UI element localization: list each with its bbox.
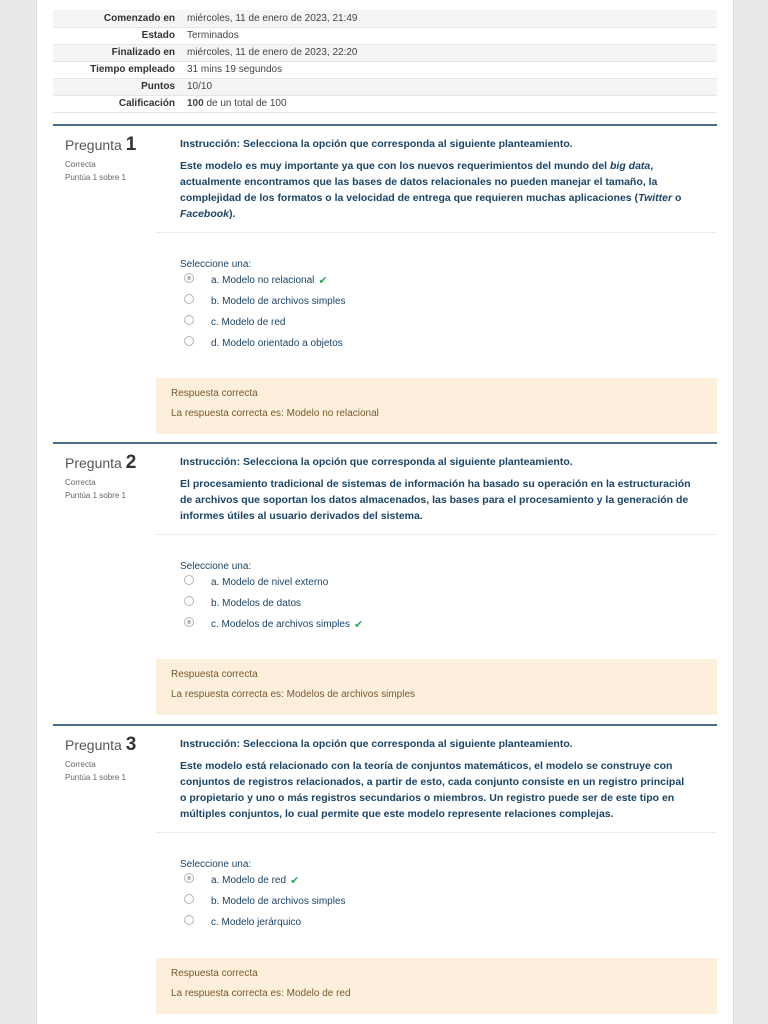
option-label: c. Modelos de archivos simples — [211, 619, 350, 630]
question-number: 2 — [125, 452, 137, 473]
question-2 — [53, 442, 717, 724]
option-label: c. Modelo de red — [211, 317, 286, 328]
feedback-title: Respuesta correcta — [171, 968, 258, 979]
check-icon: ✔ — [318, 275, 328, 287]
radio-button[interactable] — [184, 894, 194, 904]
summary-label: Estado — [53, 27, 181, 44]
radio-button[interactable] — [184, 294, 194, 304]
answer-option[interactable] — [180, 870, 693, 891]
answer-option[interactable] — [180, 614, 693, 635]
answer-prompt: Seleccione una: — [180, 859, 252, 870]
radio-button[interactable] — [184, 617, 194, 627]
option-label: b. Modelos de datos — [211, 598, 302, 609]
question-grade: Puntúa 1 sobre 1 — [65, 773, 126, 782]
question-number: 1 — [125, 134, 137, 155]
answer-option[interactable] — [180, 291, 693, 312]
answer-option[interactable] — [180, 333, 693, 354]
feedback-title: Respuesta correcta — [171, 669, 258, 680]
radio-button[interactable] — [184, 915, 194, 925]
quiz-review-page — [36, 0, 734, 1024]
summary-label: Comenzado en — [53, 10, 181, 27]
feedback-answer: La respuesta correcta es: Modelo no relacional — [171, 408, 379, 419]
radio-button[interactable] — [184, 575, 194, 585]
question-1 — [53, 124, 717, 442]
text-segment: ). — [229, 208, 236, 220]
question-grade: Puntúa 1 sobre 1 — [65, 491, 126, 500]
summary-value: 10/10 — [181, 78, 717, 95]
question-label: Pregunta — [65, 737, 122, 753]
radio-button[interactable] — [184, 336, 194, 346]
question-heading — [65, 452, 155, 474]
question-formulation — [156, 444, 717, 635]
summary-value — [181, 95, 717, 112]
summary-label: Calificación — [53, 95, 181, 112]
answer-option[interactable] — [180, 891, 693, 912]
summary-row-started — [53, 10, 717, 27]
divider — [156, 832, 717, 833]
summary-value: miércoles, 11 de enero de 2023, 21:49 — [181, 10, 717, 27]
summary-value: Terminados — [181, 27, 717, 44]
question-number: 3 — [125, 734, 137, 755]
text-segment: , actualmente encontramos que las bases de datos relacionales no pueden manejar el tamaño, la complejidad de los formatos o la velocidad de entrega que requieren muchas aplicaciones ( — [180, 160, 658, 204]
radio-button[interactable] — [184, 315, 194, 325]
question-info — [65, 134, 155, 182]
summary-label: Finalizado en — [53, 44, 181, 61]
text-segment: Este modelo es muy importante ya que con los nuevos requerimientos del mundo del — [180, 160, 611, 172]
question-body: Este modelo está relacionado con la teoría de conjuntos matemáticos, el modelo se construye con conjuntos de registros relacionados, a partir de esto, cada conjunto consiste en un registro principal o propietario y uno o más registros secundarios o miembros. Un registro puede ser de este tipo en múltiples conjuntos, lo cual permite que este modelo represente relaciones complejas. — [180, 760, 685, 820]
answer-option[interactable] — [180, 572, 693, 593]
question-instruction: Instrucción: Selecciona la opción que corresponda al siguiente planteamiento. — [180, 738, 573, 750]
question-content — [156, 726, 717, 1024]
question-heading — [65, 134, 155, 156]
grade-value: 100 — [187, 98, 204, 109]
option-label: a. Modelo de red — [211, 875, 287, 886]
question-body: El procesamiento tradicional de sistemas de información ha basado su operación en la estructuración de archivos que soportan los datos almacenados, las bases para el procesamiento y la generación de informes útiles al usuario derivados del sistema. — [180, 478, 691, 522]
summary-value: 31 mins 19 segundos — [181, 61, 717, 78]
question-info — [65, 734, 155, 782]
feedback-box — [156, 958, 717, 1014]
summary-row-grade — [53, 95, 717, 112]
question-heading — [65, 734, 155, 756]
option-label: b. Modelo de archivos simples — [211, 896, 346, 907]
question-label: Pregunta — [65, 455, 122, 471]
answer-prompt: Seleccione una: — [180, 561, 252, 572]
summary-label: Tiempo empleado — [53, 61, 181, 78]
feedback-title: Respuesta correcta — [171, 388, 258, 399]
option-label: c. Modelo jerárquico — [211, 917, 302, 928]
answer-option[interactable] — [180, 593, 693, 614]
question-text — [180, 136, 693, 222]
check-icon: ✔ — [290, 875, 300, 887]
option-label: a. Modelo de nivel externo — [211, 577, 329, 588]
question-grade: Puntúa 1 sobre 1 — [65, 173, 126, 182]
question-content — [156, 444, 717, 724]
question-formulation — [156, 726, 717, 933]
question-text — [180, 454, 693, 524]
radio-button[interactable] — [184, 873, 194, 883]
text-segment-italic: Twitter — [638, 192, 673, 204]
option-label: b. Modelo de archivos simples — [211, 296, 346, 307]
question-label: Pregunta — [65, 137, 122, 153]
answer-option[interactable] — [180, 312, 693, 333]
text-segment: o — [672, 192, 682, 204]
question-3 — [53, 724, 717, 1024]
feedback-box — [156, 659, 717, 715]
question-state: Correcta — [65, 760, 96, 769]
text-segment-italic: big data — [610, 160, 651, 172]
question-text — [180, 736, 693, 822]
option-label: d. Modelo orientado a objetos — [211, 338, 343, 349]
answer-option[interactable] — [180, 270, 693, 291]
question-content — [156, 126, 717, 442]
question-info — [65, 452, 155, 500]
question-formulation — [156, 126, 717, 354]
text-segment-italic: Facebook — [180, 208, 230, 220]
answer-option[interactable] — [180, 912, 693, 933]
feedback-answer: La respuesta correcta es: Modelo de red — [171, 988, 351, 999]
question-instruction: Instrucción: Selecciona la opción que corresponda al siguiente planteamiento. — [180, 138, 573, 150]
divider — [156, 232, 717, 233]
summary-row-state — [53, 27, 717, 44]
radio-button[interactable] — [184, 596, 194, 606]
divider — [156, 534, 717, 535]
grade-total: de un total de 100 — [203, 98, 287, 109]
option-label: a. Modelo no relacional — [211, 275, 315, 286]
feedback-answer: La respuesta correcta es: Modelos de archivos simples — [171, 689, 416, 700]
summary-row-time-taken — [53, 61, 717, 78]
question-state: Correcta — [65, 160, 96, 169]
summary-row-finished — [53, 44, 717, 61]
summary-value: miércoles, 11 de enero de 2023, 22:20 — [181, 44, 717, 61]
question-state: Correcta — [65, 478, 96, 487]
feedback-box — [156, 378, 717, 434]
summary-row-points — [53, 78, 717, 95]
radio-button[interactable] — [184, 273, 194, 283]
attempt-summary-table — [53, 10, 717, 113]
summary-label: Puntos — [53, 78, 181, 95]
check-icon: ✔ — [353, 619, 364, 631]
question-instruction: Instrucción: Selecciona la opción que corresponda al siguiente planteamiento. — [180, 456, 573, 468]
answer-prompt: Seleccione una: — [180, 259, 252, 270]
question-body — [180, 158, 693, 222]
